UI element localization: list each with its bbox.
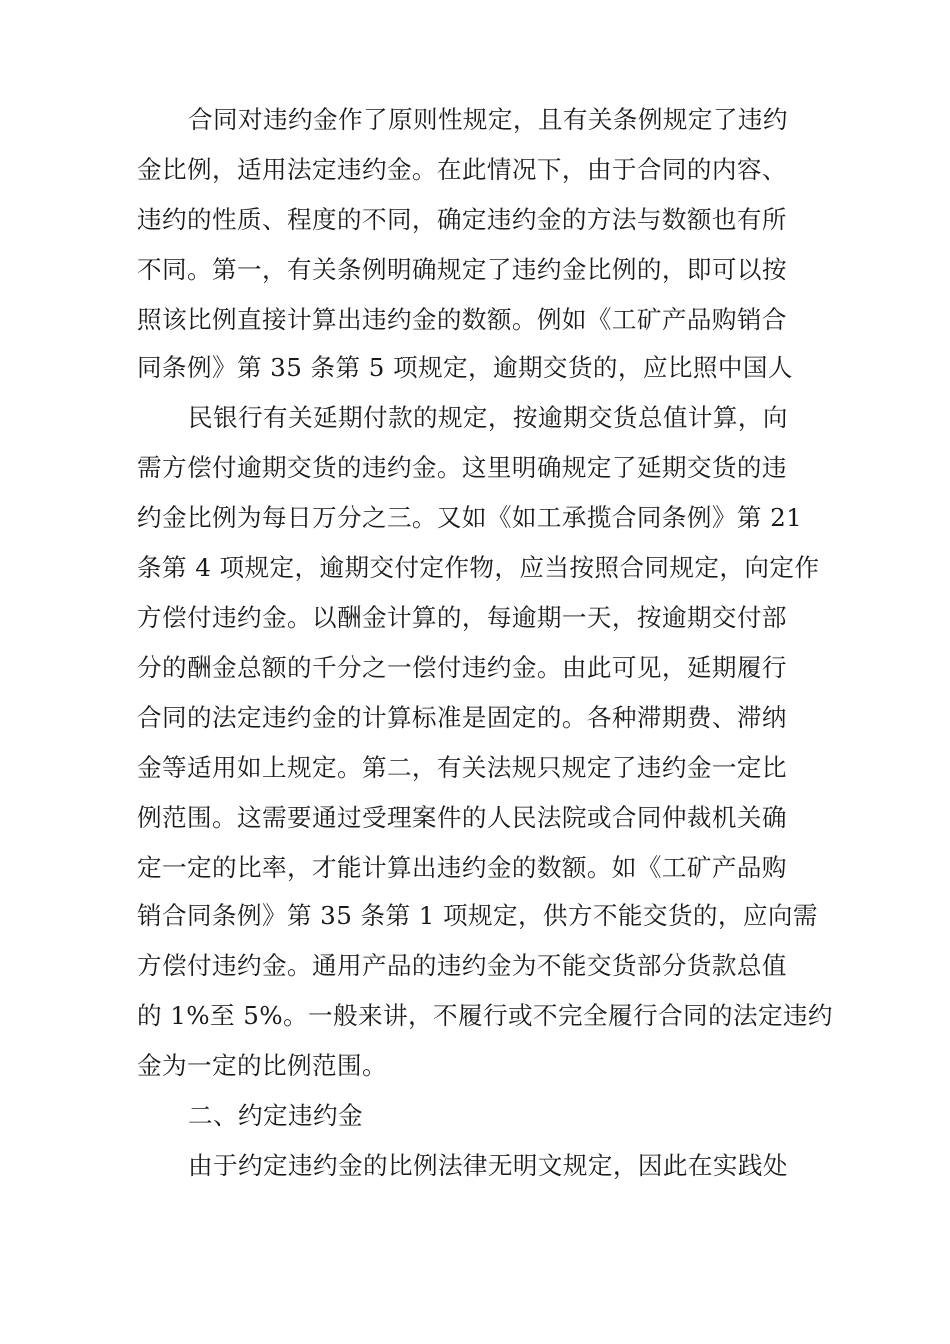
paragraph-3-line-1: 由于约定违约金的比例法律无明文规定，因此在实践处 xyxy=(188,1151,788,1180)
paragraph-2-line-8: 金等适用如上规定。第二，有关法规只规定了违约金一定比 xyxy=(137,753,787,782)
paragraph-1-line-6: 同条例》第 35 条第 5 项规定，逾期交货的，应比照中国人 xyxy=(137,353,793,382)
paragraph-2-line-3: 约金比例为每日万分之三。又如《如工承揽合同条例》第 21 xyxy=(137,503,803,532)
paragraph-2-line-5: 方偿付违约金。以酬金计算的，每逾期一天，按逾期交付部 xyxy=(137,603,787,632)
paragraph-2-line-4: 条第 4 项规定，逾期交付定作物，应当按照合同规定，向定作 xyxy=(137,553,820,582)
paragraph-2-line-14: 金为一定的比例范围。 xyxy=(137,1051,387,1080)
section-heading: 二、约定违约金 xyxy=(188,1101,363,1130)
paragraph-2-line-6: 分的酬金总额的千分之一偿付违约金。由此可见，延期履行 xyxy=(137,653,787,682)
paragraph-1-line-1: 合同对违约金作了原则性规定，且有关条例规定了违约 xyxy=(188,105,788,134)
paragraph-2-line-9: 例范围。这需要通过受理案件的人民法院或合同仲裁机关确 xyxy=(137,803,787,832)
paragraph-1-line-5: 照该比例直接计算出违约金的数额。例如《工矿产品购销合 xyxy=(137,305,787,334)
paragraph-2-line-2: 需方偿付逾期交货的违约金。这里明确规定了延期交货的违 xyxy=(137,453,787,482)
paragraph-2-line-12: 方偿付违约金。通用产品的违约金为不能交货部分货款总值 xyxy=(137,951,787,980)
paragraph-1-line-4: 不同。第一，有关条例明确规定了违约金比例的，即可以按 xyxy=(137,255,787,284)
paragraph-2-line-11: 销合同条例》第 35 条第 1 项规定，供方不能交货的，应向需 xyxy=(137,901,818,930)
paragraph-2-line-10: 定一定的比率，才能计算出违约金的数额。如《工矿产品购 xyxy=(137,853,787,882)
paragraph-1-line-2: 金比例，适用法定违约金。在此情况下，由于合同的内容、 xyxy=(137,155,787,184)
paragraph-2-line-1: 民银行有关延期付款的规定，按逾期交货总值计算，向 xyxy=(188,403,788,432)
paragraph-1-line-3: 违约的性质、程度的不同，确定违约金的方法与数额也有所 xyxy=(137,205,787,234)
paragraph-2-line-7: 合同的法定违约金的计算标准是固定的。各种滞期费、滞纳 xyxy=(137,703,787,732)
paragraph-2-line-13: 的 1%至 5%。一般来讲，不履行或不完全履行合同的法定违约 xyxy=(137,1001,833,1030)
